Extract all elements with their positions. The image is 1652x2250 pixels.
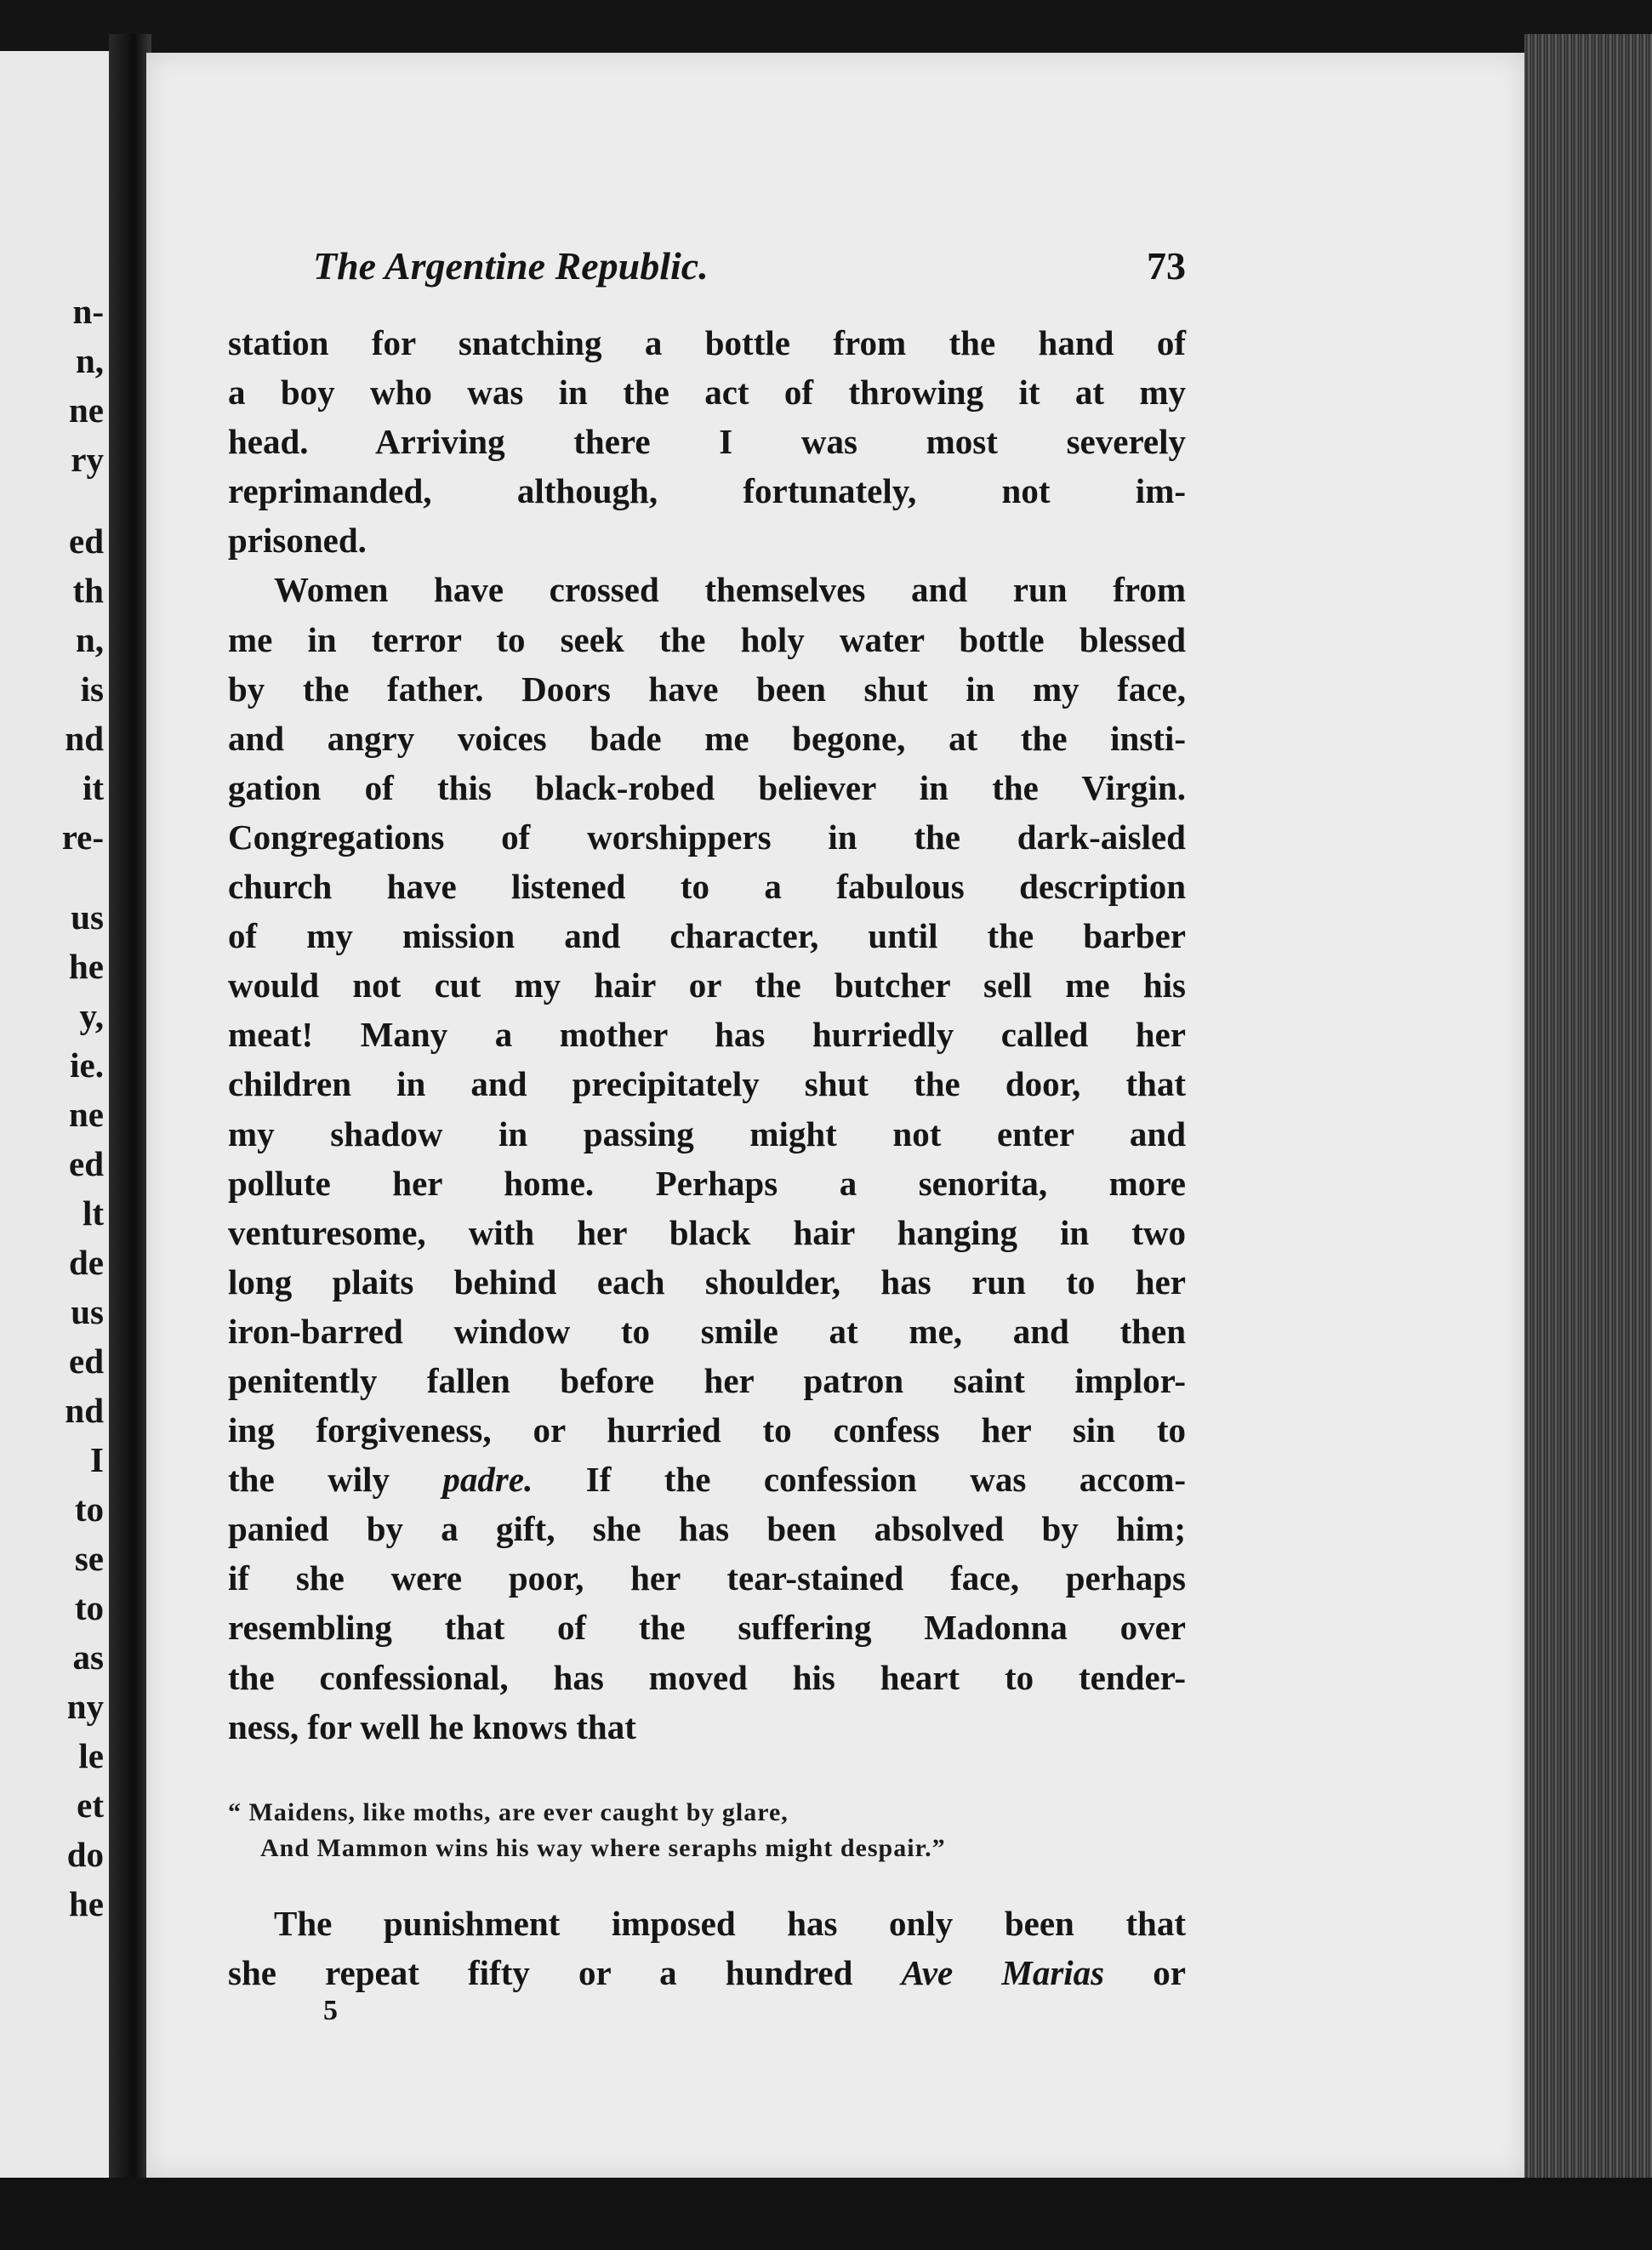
facing-page-fragment: ie.	[70, 1045, 104, 1085]
text-line: a boy who was in the act of throwing it at my	[228, 373, 1186, 413]
facing-page-fragment: do	[66, 1835, 104, 1874]
text-run: or	[1104, 1953, 1186, 1993]
text-line: the confessional, has moved his heart to tender-	[228, 1657, 1186, 1697]
page-stack-edge	[1524, 34, 1652, 2212]
text-line: if she were poor, her tear-stained face, perhaps	[228, 1558, 1186, 1598]
verse-line-1: “ Maidens, like moths, are ever caught by glare,	[228, 1798, 789, 1826]
verse-line-2: And Mammon wins his way where seraphs might despair.”	[260, 1834, 946, 1862]
verse-quotation	[228, 1795, 1186, 1866]
facing-page-fragment: re-	[61, 817, 104, 857]
text-line: penitently fallen before her patron saint implor-	[228, 1360, 1186, 1400]
text-line: long plaits behind each shoulder, has run to her	[228, 1262, 1186, 1302]
facing-page-fragment: is	[80, 669, 104, 709]
facing-page-fragment: I	[90, 1440, 104, 1479]
facing-page-fragment: n,	[75, 341, 104, 380]
text-line: reprimanded, although, fortunately, not im-	[228, 471, 1186, 511]
text-line: station for snatching a bottle from the hand of	[228, 323, 1186, 362]
facing-page-fragment: lt	[82, 1193, 104, 1233]
facing-page-fragment: le	[78, 1736, 104, 1775]
facing-page-fragment: et	[77, 1786, 104, 1825]
text-line: would not cut my hair or the butcher sell me his	[228, 966, 1186, 1005]
paragraph-2	[228, 565, 1186, 1751]
text-line: meat! Many a mother has hurriedly called her	[228, 1015, 1186, 1055]
text-line	[228, 1455, 1186, 1504]
facing-page-fragment: us	[71, 897, 104, 937]
facing-page-fragment: nd	[65, 719, 104, 758]
text-line: by the father. Doors have been shut in my face,	[228, 669, 1186, 709]
italic-phrase: Ave Marias	[901, 1953, 1105, 1993]
text-line: pollute her home. Perhaps a senorita, more	[228, 1163, 1186, 1203]
facing-page-fragment: th	[72, 571, 104, 610]
book-gutter	[109, 34, 151, 2212]
facing-page-fragment: ed	[69, 1341, 104, 1381]
facing-page-fragment: ne	[69, 1095, 104, 1134]
facing-page-fragment: ry	[71, 440, 104, 479]
italic-word: padre.	[442, 1460, 533, 1500]
facing-page-fragment: ne	[69, 390, 104, 430]
scan-border	[0, 2178, 1652, 2250]
signature-mark: 5	[323, 1995, 338, 2026]
text-line: prisoned.	[228, 521, 367, 561]
facing-page-fragment: y,	[79, 996, 104, 1035]
text-line	[228, 1948, 1186, 1997]
text-line: iron-barred window to smile at me, and then	[228, 1311, 1186, 1351]
facing-page-fragment: as	[72, 1638, 104, 1677]
facing-page-fragment: us	[71, 1292, 104, 1331]
body-text	[228, 318, 1186, 1752]
text-line: children in and precipitately shut the door, that	[228, 1064, 1186, 1104]
text-line: resembling that of the suffering Madonna over	[228, 1608, 1186, 1648]
text-line: Congregations of worshippers in the dark-aisled	[228, 817, 1186, 857]
text-run: the wily	[228, 1460, 443, 1500]
running-title: The Argentine Republic.	[313, 244, 709, 288]
text-line: ing forgiveness, or hurried to confess her sin to	[228, 1410, 1186, 1450]
facing-page-fragment: n,	[75, 620, 104, 659]
facing-page-fragment: to	[74, 1588, 104, 1627]
text-line: head. Arriving there I was most severely	[228, 422, 1186, 462]
text-line: of my mission and character, until the barber	[228, 916, 1186, 956]
facing-page-fragment: se	[74, 1539, 104, 1578]
facing-page-fragment: he	[69, 1884, 104, 1923]
text-line: gation of this black-robed believer in the Virgin.	[228, 767, 1186, 807]
page-number: 73	[1147, 244, 1186, 288]
facing-page-fragment: nd	[65, 1391, 104, 1430]
paragraph-1	[228, 318, 1186, 565]
running-header	[313, 243, 1186, 303]
text-line: venturesome, with her black hair hanging in two	[228, 1212, 1186, 1252]
text-line: The punishment imposed has only been that	[274, 1904, 1186, 1943]
text-line: my shadow in passing might not enter and	[228, 1114, 1186, 1153]
paragraph-3	[228, 1899, 1186, 1997]
facing-page-fragment: it	[82, 768, 104, 807]
facing-page-fragment: ny	[66, 1687, 104, 1726]
text-line: Women have crossed themselves and run from	[274, 570, 1186, 610]
text-line: panied by a gift, she has been absolved by him;	[228, 1509, 1186, 1549]
text-line: me in terror to seek the holy water bottle blessed	[228, 619, 1186, 659]
text-line: and angry voices bade me begone, at the insti-	[228, 718, 1186, 758]
facing-page-fragment: ed	[69, 521, 104, 561]
facing-page-fragment: de	[69, 1243, 104, 1282]
text-run: she repeat fifty or a hundred	[228, 1953, 902, 1993]
facing-page-fragment: ed	[69, 1144, 104, 1183]
text-run: If the confession was accom-	[533, 1460, 1186, 1500]
facing-page-fragment: n-	[72, 292, 104, 331]
text-line: church have listened to a fabulous description	[228, 867, 1186, 907]
text-line: ness, for well he knows that	[228, 1706, 636, 1746]
facing-page-fragment: he	[69, 947, 104, 986]
facing-page-edge	[0, 51, 111, 2195]
facing-page-fragment: to	[74, 1490, 104, 1529]
